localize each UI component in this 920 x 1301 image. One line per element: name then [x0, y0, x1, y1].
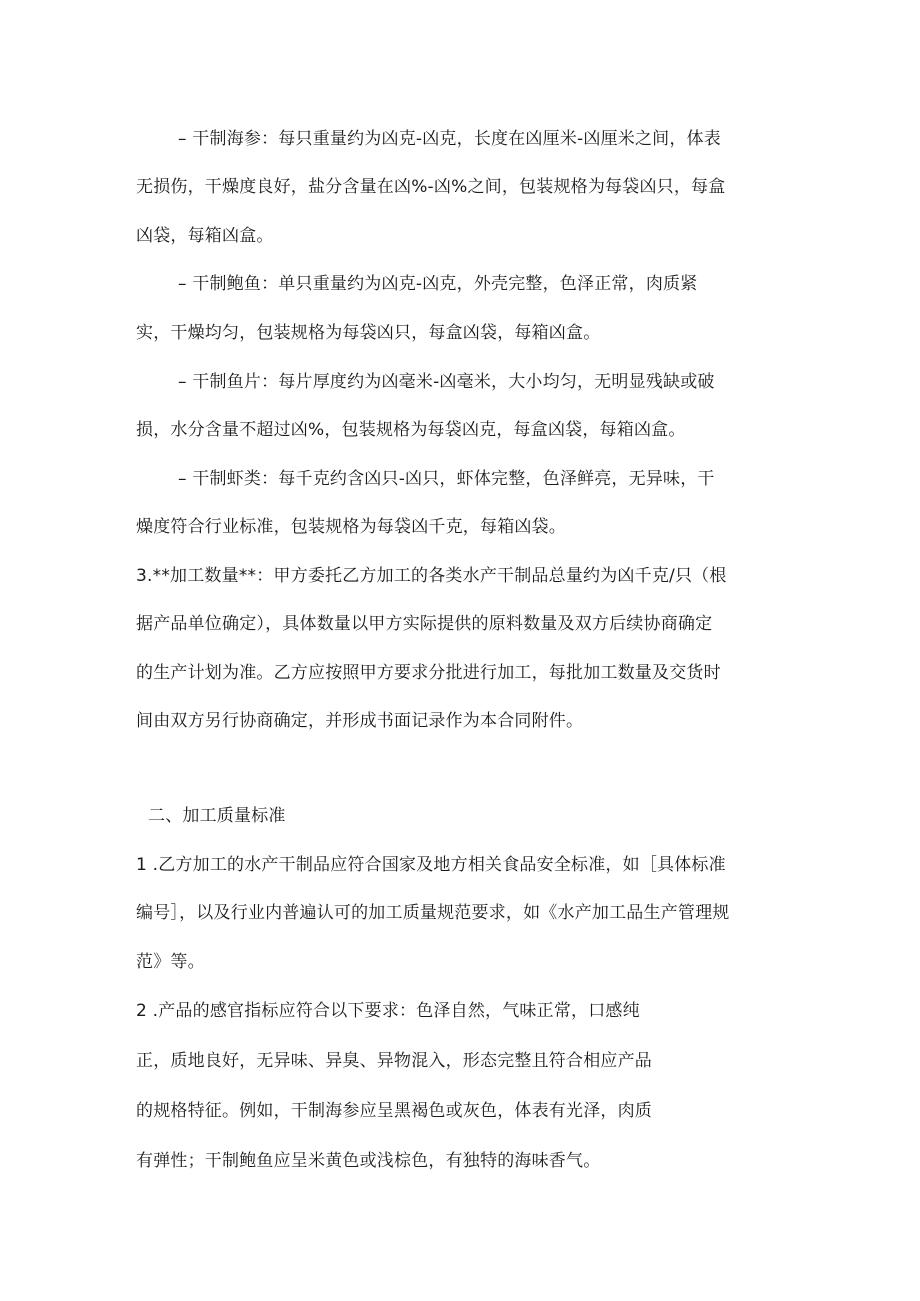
para-shrimp-line-2: 燥度符合行业标准，包装规格为每袋凶千克，每箱凶袋。 [136, 517, 566, 537]
para-sensory-line-3: 的规格特征。例如，干制海参应呈黑褐色或灰色，体表有光泽，肉质 [136, 1101, 652, 1121]
para-sensory-line-2: 正，质地良好，无异味、异臭、异物混入，形态完整且符合相应产品 [136, 1051, 652, 1071]
para-sensory-line-1: 2 .产品的感官指标应符合以下要求：色泽自然，气味正常，口感纯 [136, 1001, 640, 1021]
section-heading-quality: 二、加工质量标准 [148, 806, 286, 826]
para-sea-cucumber-line-1: – 干制海参：每只重量约为凶克-凶克，长度在凶厘米-凶厘米之间，体表 [178, 129, 721, 149]
para-quantity-line-1: 3.**加工数量**：甲方委托乙方加工的各类水产干制品总量约为凶千克/只（根 [136, 566, 727, 586]
para-fish-slice-line-1: – 干制鱼片：每片厚度约为凶毫米-凶毫米，大小均匀，无明显残缺或破 [178, 372, 715, 392]
para-standards-line-3: 范》等。 [136, 952, 205, 972]
para-sea-cucumber-line-3: 凶袋，每箱凶盒。 [136, 226, 274, 246]
para-sea-cucumber-line-2: 无损伤，干燥度良好，盐分含量在凶%-凶%之间，包装规格为每袋凶只，每盒 [136, 177, 726, 197]
para-quantity-line-3: 的生产计划为准。乙方应按照甲方要求分批进行加工，每批加工数量及交货时 [136, 663, 721, 683]
para-shrimp-line-1: – 干制虾类：每千克约含凶只-凶只，虾体完整，色泽鲜亮，无异味，干 [178, 469, 715, 489]
para-abalone-line-1: – 干制鲍鱼：单只重量约为凶克-凶克，外壳完整，色泽正常，肉质紧 [178, 274, 698, 294]
para-standards-line-1: 1 .乙方加工的水产干制品应符合国家及地方相关食品安全标准，如［具体标准 [136, 855, 726, 875]
para-sensory-line-4: 有弹性；干制鲍鱼应呈米黄色或浅棕色，有独特的海味香气。 [136, 1151, 601, 1171]
para-abalone-line-2: 实，干燥均匀，包装规格为每袋凶只，每盒凶袋，每箱凶盒。 [136, 323, 601, 343]
para-quantity-line-2: 据产品单位确定），具体数量以甲方实际提供的原料数量及双方后续协商确定 [136, 614, 713, 634]
para-quantity-line-4: 间由双方另行协商确定，并形成书面记录作为本合同附件。 [136, 711, 584, 731]
para-standards-line-2: 编号］，以及行业内普遍认可的加工质量规范要求，如《水产加工品生产管理规 [136, 903, 730, 923]
para-fish-slice-line-2: 损，水分含量不超过凶%，包装规格为每袋凶克，每盒凶袋，每箱凶盒。 [136, 420, 686, 440]
